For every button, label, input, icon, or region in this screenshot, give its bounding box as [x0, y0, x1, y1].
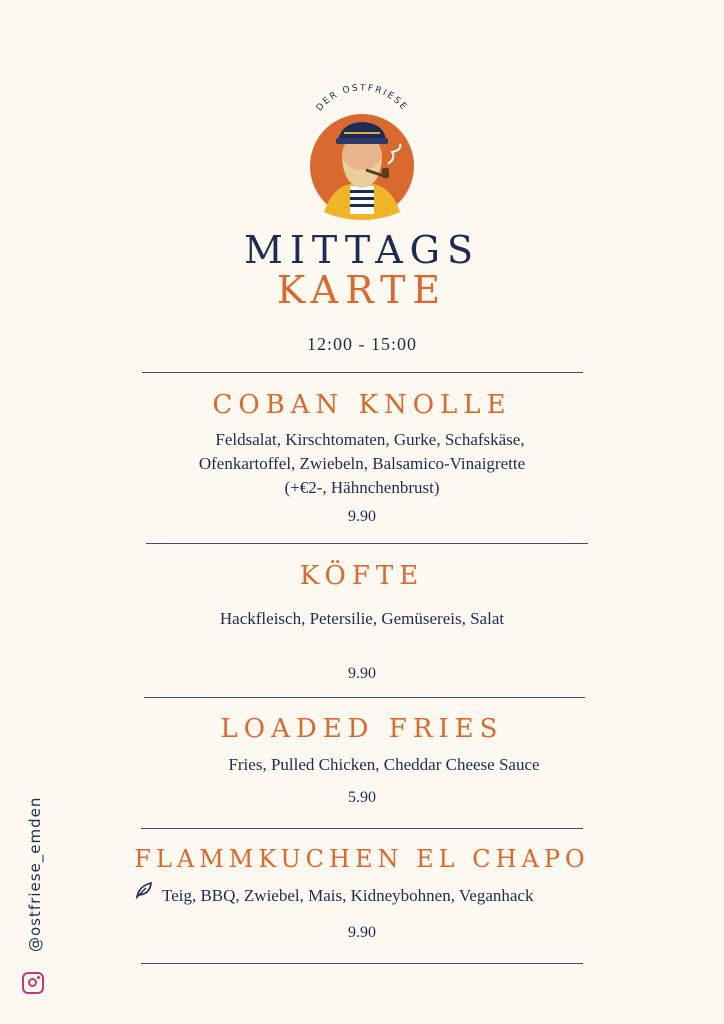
dish-desc-line: Teig, BBQ, Zwiebel, Mais, Kidneybohnen, Veganhack	[162, 886, 534, 905]
dish-desc-line: Ofenkartoffel, Zwiebeln, Balsamico-Vinaigrette	[198, 454, 526, 473]
dish-title-loaded-fries: LOADED FRIES	[220, 714, 504, 744]
divider	[146, 543, 588, 544]
dish-title-koefte: KÖFTE	[299, 561, 425, 591]
dish-title-coban-knolle: COBAN KNOLLE	[212, 390, 512, 420]
divider	[141, 828, 583, 829]
dish-desc-line: Feldsalat, Kirschtomaten, Gurke, Schafskäse,	[215, 430, 525, 449]
title-mittags: MITTAGS	[243, 228, 481, 272]
title-karte: KARTE	[276, 268, 448, 312]
instagram-handle[interactable]	[22, 770, 46, 998]
opening-hours: 12:00 - 15:00	[307, 334, 417, 354]
instagram-handle-text: @ostfriese_emden	[26, 796, 44, 952]
dish-title-flammkuchen: FLAMMKUCHEN EL CHAPO	[134, 845, 590, 873]
dish-desc-line: Hackfleisch, Petersilie, Gemüsereis, Salat	[219, 609, 505, 628]
dish-price: 9.90	[348, 665, 376, 682]
divider	[144, 697, 585, 698]
leaf-icon	[134, 880, 154, 900]
logo-arc-text: DER OSTFRIESE	[314, 84, 410, 114]
dish-price: 9.90	[348, 508, 376, 525]
divider	[142, 372, 583, 373]
dish-desc-line: (+€2-, Hähnchenbrust)	[284, 478, 440, 497]
dish-price: 5.90	[348, 789, 376, 806]
sailor-logo	[292, 84, 432, 224]
divider	[141, 963, 583, 964]
svg-text:DER OSTFRIESE	[315, 84, 410, 113]
instagram-icon	[22, 972, 44, 994]
dish-price: 9.90	[348, 924, 376, 941]
dish-desc-line: Fries, Pulled Chicken, Cheddar Cheese Sauce	[228, 755, 540, 774]
